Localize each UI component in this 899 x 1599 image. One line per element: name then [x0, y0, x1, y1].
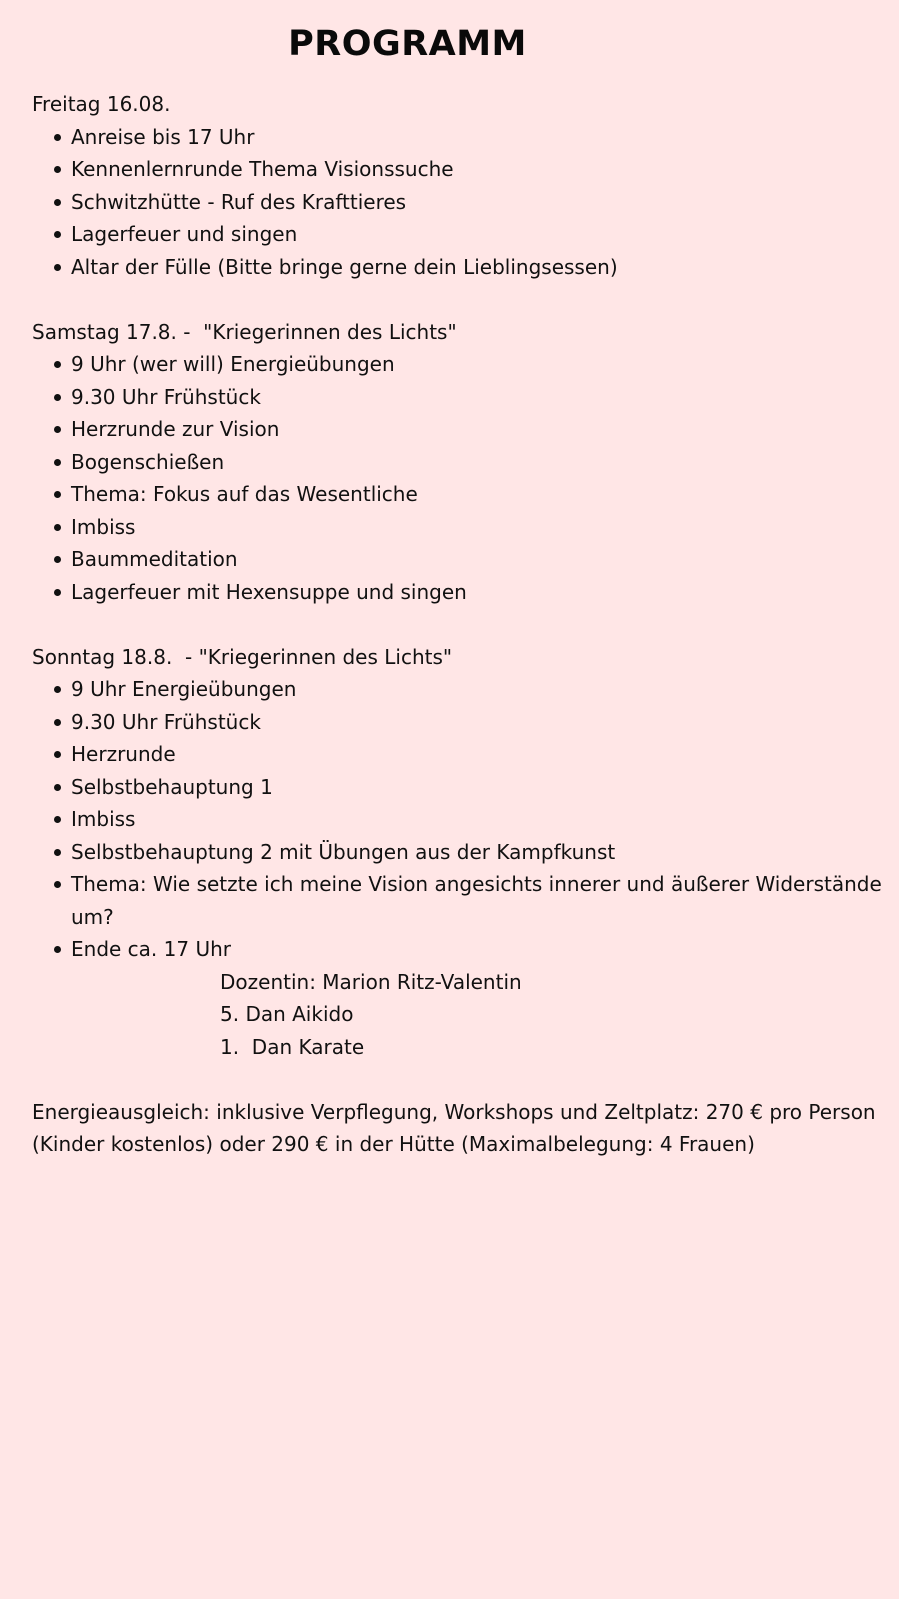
instructor-name: Dozentin: Marion Ritz-Valentin	[220, 969, 522, 994]
list-item: Imbiss	[71, 511, 882, 544]
day-section-saturday	[32, 316, 882, 609]
spacer	[32, 608, 882, 641]
list-item: Schwitzhütte - Ruf des Krafttieres	[71, 186, 882, 219]
list-item: Baummeditation	[71, 543, 882, 576]
instructor-rank: 1. Dan Karate	[220, 1034, 365, 1059]
day-section-friday	[32, 88, 882, 283]
list-item: Herzrunde	[71, 738, 882, 771]
list-item: Kennenlernrunde Thema Visionssuche	[71, 153, 882, 186]
list-item: Lagerfeuer mit Hexensuppe und singen	[71, 576, 882, 609]
instructor-block	[32, 966, 882, 1064]
list-item: Herzrunde zur Vision	[71, 413, 882, 446]
day-heading: Freitag 16.08.	[32, 92, 171, 116]
list-item: Imbiss	[71, 803, 882, 836]
list-item: 9 Uhr (wer will) Energieübungen	[71, 348, 882, 381]
list-item: Selbstbehauptung 1	[71, 771, 882, 804]
spacer	[32, 283, 882, 316]
list-item: 9.30 Uhr Frühstück	[71, 381, 882, 414]
list-item: Bogenschießen	[71, 446, 882, 479]
list-item: Selbstbehauptung 2 mit Übungen aus der Kampfkunst	[71, 836, 882, 869]
day-item-list	[32, 121, 882, 284]
list-item: Thema: Wie setzte ich meine Vision angesichts innerer und äußerer Widerstände um?	[71, 868, 882, 933]
day-item-list	[32, 673, 882, 966]
list-item: Ende ca. 17 Uhr	[71, 933, 882, 966]
instructor-rank: 5. Dan Aikido	[220, 1002, 354, 1026]
list-item: Lagerfeuer und singen	[71, 218, 882, 251]
list-item: Thema: Fokus auf das Wesentliche	[71, 478, 882, 511]
list-item: 9 Uhr Energieübungen	[71, 673, 882, 706]
day-section-sunday	[32, 641, 882, 966]
spacer	[32, 1063, 882, 1096]
page-title: PROGRAMM	[288, 24, 527, 64]
day-heading: Samstag 17.8. - "Kriegerinnen des Lichts"	[32, 319, 457, 344]
list-item: Altar der Fülle (Bitte bringe gerne dein Lieblingsessen)	[71, 251, 882, 284]
day-item-list	[32, 348, 882, 608]
program-content	[32, 88, 882, 1161]
energy-exchange-text: Energieausgleich: inklusive Verpflegung, Workshops und Zeltplatz: 270 € pro Person (Kinder kostenlos) oder 290 € in der Hütte (Maximalbelegung: 4 Frauen)	[32, 1099, 876, 1156]
list-item: Anreise bis 17 Uhr	[71, 121, 882, 154]
day-heading: Sonntag 18.8. - "Kriegerinnen des Lichts"	[32, 644, 453, 669]
list-item: 9.30 Uhr Frühstück	[71, 706, 882, 739]
